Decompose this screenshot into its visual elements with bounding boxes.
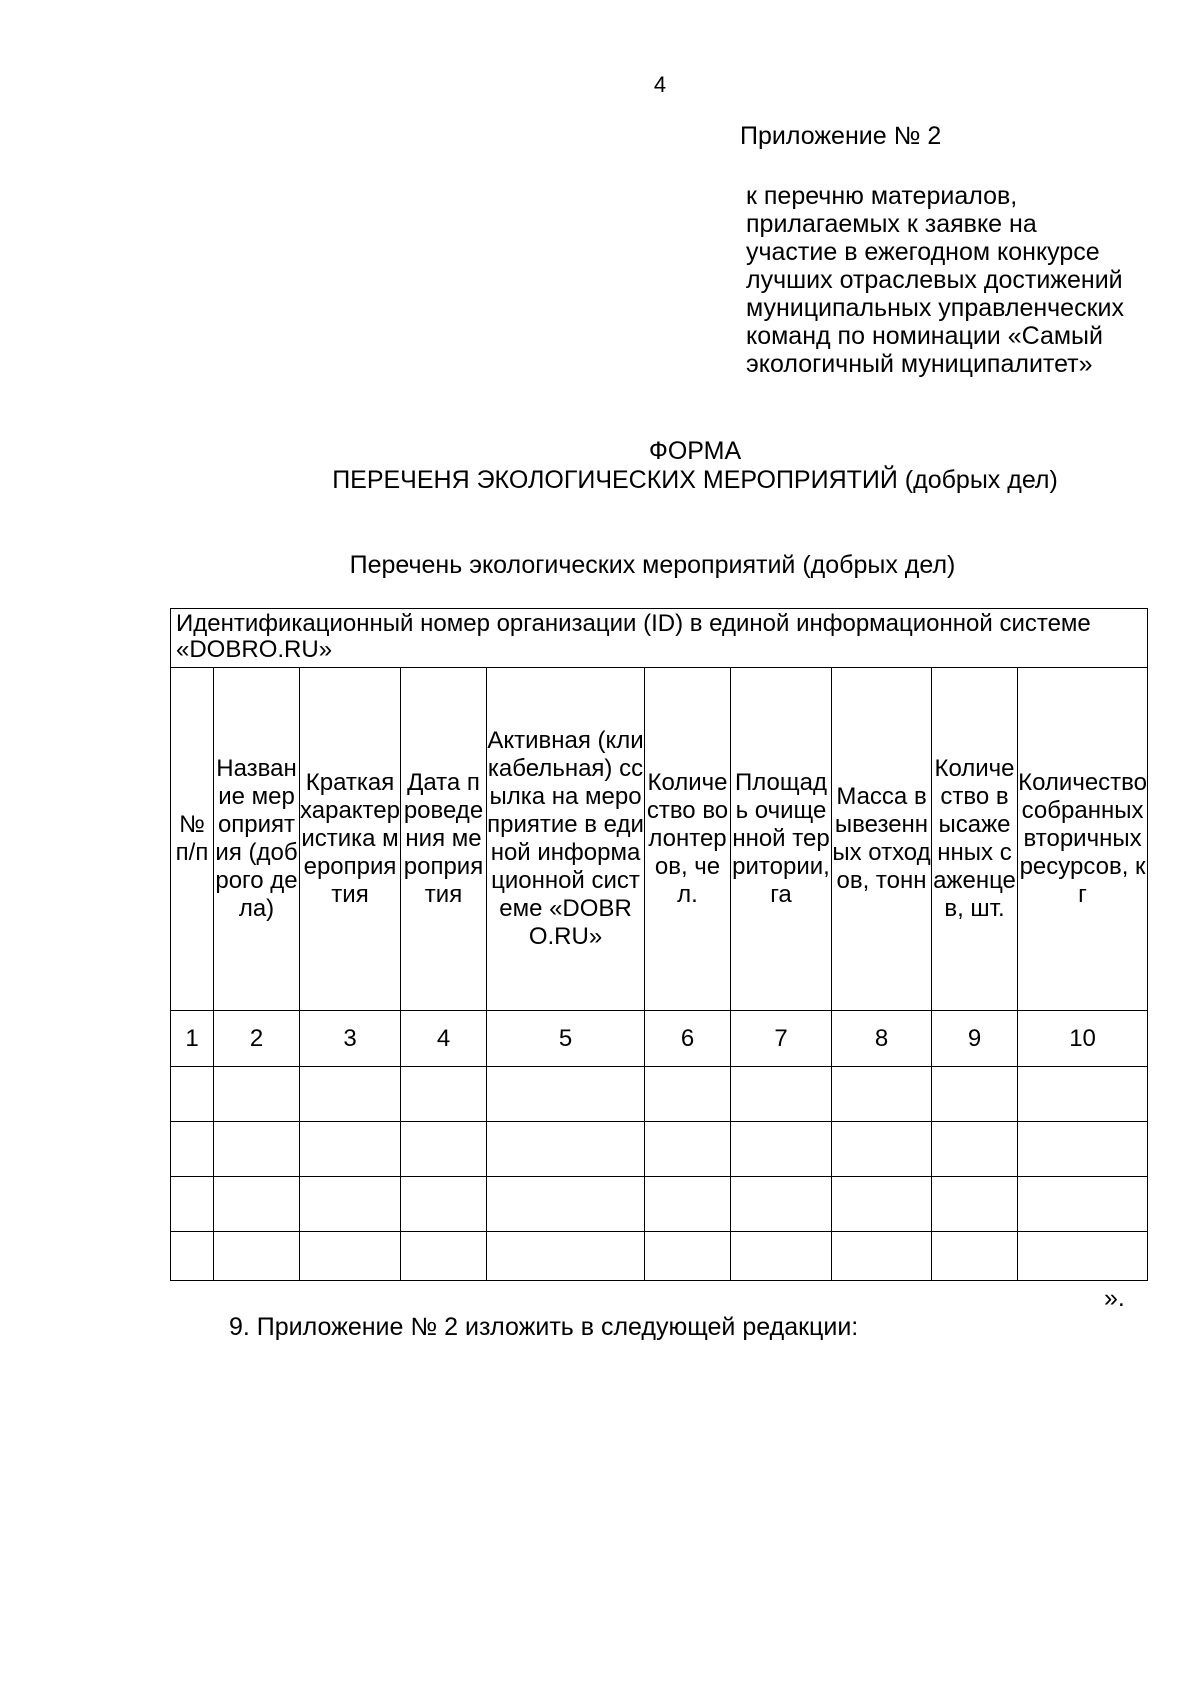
column-number: 1	[171, 1011, 214, 1067]
table-cell	[1018, 1122, 1148, 1177]
table-cell	[401, 1232, 487, 1281]
table-cell	[932, 1177, 1018, 1232]
table-cell	[932, 1122, 1018, 1177]
header-short-description: Краткая характеристика мероприятия	[300, 668, 401, 1011]
table-cell	[645, 1122, 731, 1177]
table-cell	[832, 1177, 932, 1232]
table-row	[171, 1067, 1148, 1122]
column-number: 2	[214, 1011, 300, 1067]
table-cell	[1018, 1177, 1148, 1232]
table-caption: Перечень экологических мероприятий (добрых дел)	[349, 551, 956, 579]
table-cell	[1018, 1067, 1148, 1122]
table-cell	[401, 1122, 487, 1177]
column-number: 3	[300, 1011, 401, 1067]
table-cell	[1018, 1232, 1148, 1281]
table-cell	[300, 1177, 401, 1232]
table-cell	[731, 1067, 832, 1122]
header-seedlings-count: Количество высаженных саженцев, шт.	[932, 668, 1018, 1011]
header-number: № п/п	[171, 668, 214, 1011]
table-cell	[832, 1067, 932, 1122]
table-cell	[487, 1067, 645, 1122]
header-cleaned-area: Площадь очищенной территории, га	[731, 668, 832, 1011]
appendix-description: к перечню материалов, прилагаемых к заявке на участие в ежегодном конкурсе лучших отраслевых достижений муниципальных управленческих команд по номинации «Самый экологичный муниципалитет»	[746, 182, 1124, 378]
table-cell	[832, 1122, 932, 1177]
table-cell	[487, 1177, 645, 1232]
column-number: 10	[1018, 1011, 1148, 1067]
table-cell	[487, 1122, 645, 1177]
table-cell	[731, 1177, 832, 1232]
header-waste-mass: Масса вывезенных отходов, тонн	[832, 668, 932, 1011]
table-cell	[300, 1232, 401, 1281]
form-heading: ФОРМА	[648, 437, 742, 465]
header-event-link: Активная (кликабельная) ссылка на мероприятие в единой информационной системе «DOBRO.RU»	[487, 668, 645, 1011]
table-cell	[832, 1232, 932, 1281]
events-table	[170, 608, 1148, 1281]
table-cell	[932, 1232, 1018, 1281]
table-cell	[171, 1067, 214, 1122]
table-cell	[300, 1122, 401, 1177]
table-cell	[645, 1232, 731, 1281]
table-cell	[214, 1122, 300, 1177]
table-cell	[401, 1177, 487, 1232]
table-cell	[300, 1067, 401, 1122]
table-cell	[171, 1232, 214, 1281]
table-cell	[645, 1177, 731, 1232]
column-number: 6	[645, 1011, 731, 1067]
table-row	[171, 1122, 1148, 1177]
column-number: 5	[487, 1011, 645, 1067]
table-cell	[214, 1177, 300, 1232]
column-number: 4	[401, 1011, 487, 1067]
table-cell	[171, 1177, 214, 1232]
organization-id-cell: Идентификационный номер организации (ID) в единой информационной системе «DOBRO.RU»	[171, 609, 1148, 668]
header-event-name: Название мероприятия (доброго дела)	[214, 668, 300, 1011]
form-subheading: ПЕРЕЧЕНЯ ЭКОЛОГИЧЕСКИХ МЕРОПРИЯТИЙ (добрых дел)	[332, 466, 1058, 494]
table-row	[171, 1177, 1148, 1232]
table-cell	[487, 1232, 645, 1281]
column-number: 8	[832, 1011, 932, 1067]
table-cell	[401, 1067, 487, 1122]
table-cell	[214, 1067, 300, 1122]
appendix-title: Приложение № 2	[740, 122, 942, 150]
column-number: 7	[731, 1011, 832, 1067]
instruction-paragraph: 9. Приложение № 2 изложить в следующей редакции:	[229, 1313, 859, 1341]
table-row	[171, 1232, 1148, 1281]
table-cell	[214, 1232, 300, 1281]
table-cell	[171, 1122, 214, 1177]
page-number: 4	[653, 72, 667, 97]
closing-quote: ».	[1104, 1284, 1125, 1312]
header-volunteers-count: Количество волонтеров, чел.	[645, 668, 731, 1011]
column-number: 9	[932, 1011, 1018, 1067]
table-cell	[731, 1232, 832, 1281]
table-cell	[932, 1067, 1018, 1122]
header-recycled-resources: Количество собранных вторичных ресурсов, кг	[1018, 668, 1148, 1011]
table-cell	[645, 1067, 731, 1122]
table-cell	[731, 1122, 832, 1177]
header-event-date: Дата проведения мероприятия	[401, 668, 487, 1011]
